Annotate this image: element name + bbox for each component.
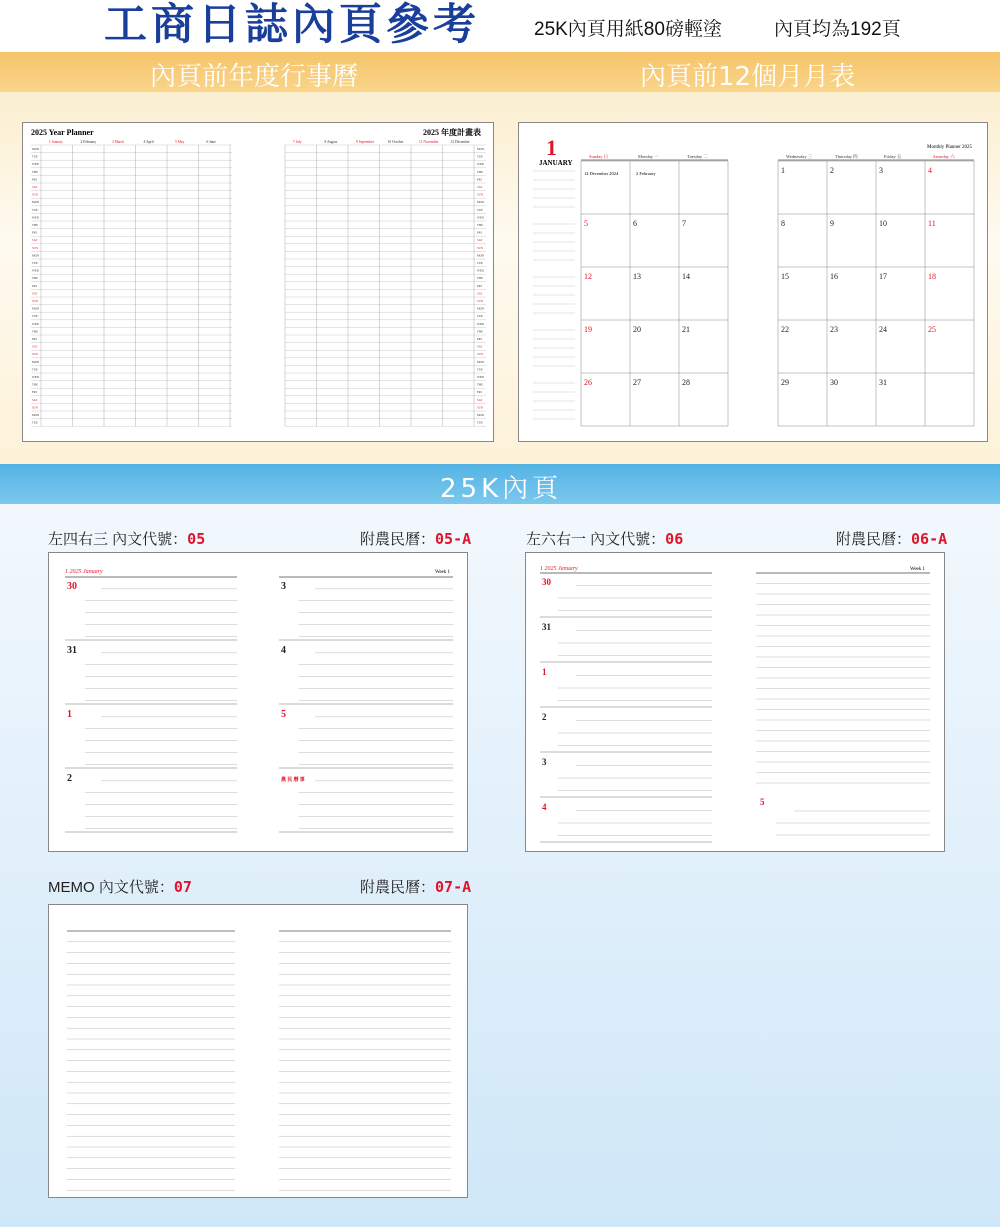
- weekday-label: MON: [32, 359, 40, 364]
- calendar-day-number: 22: [781, 325, 789, 334]
- weekday-label: SAT: [477, 291, 483, 296]
- weekday-label: TUE: [477, 420, 483, 425]
- diary-day-number: 30: [67, 581, 77, 592]
- year-planner-banner: 內頁前年度行事曆: [150, 62, 359, 92]
- month-name: JANUARY: [539, 159, 573, 167]
- weekday-label: WED: [32, 215, 39, 220]
- memo-page-07: [48, 904, 468, 1198]
- month-header: 10 October: [387, 140, 404, 144]
- section1-background: [0, 92, 1000, 464]
- weekday-label: MON: [477, 413, 485, 417]
- page-title: 工商日誌內頁參考: [104, 0, 480, 50]
- weekday-label: THU: [32, 276, 39, 281]
- almanac-05-code: 05-A: [435, 530, 472, 548]
- weekday-label: SAT: [32, 185, 38, 189]
- almanac-06-label: 附農民曆：: [836, 531, 912, 548]
- calendar-day-number: 1: [781, 166, 785, 175]
- weekday-label: WED: [477, 162, 484, 167]
- calendar-day-number: 6: [633, 219, 637, 228]
- weekday-label: SUN: [32, 245, 39, 250]
- weekday-label: WED: [477, 375, 484, 379]
- calendar-day-number: 9: [830, 219, 834, 228]
- caption-06: [526, 528, 683, 549]
- calendar-day-number: 21: [682, 325, 690, 334]
- weekday-label: WED: [32, 375, 39, 379]
- weekday-label: FRI: [32, 177, 37, 182]
- weekday-label: TUE: [32, 420, 38, 425]
- weekday-label: MON: [32, 200, 40, 205]
- weekday-header: Saturday 六: [933, 154, 955, 159]
- month-header: 8 August: [324, 140, 338, 144]
- weekday-header: Wednesday 三: [786, 154, 813, 159]
- weekday-label: TUE: [32, 314, 38, 319]
- calendar-day-number: 24: [879, 325, 887, 334]
- weekday-label: FRI: [477, 283, 482, 288]
- calendar-day-number: 18: [928, 272, 936, 281]
- weekday-label: THU: [32, 223, 39, 227]
- diary-page-06: [525, 552, 945, 852]
- weekday-label: SAT: [32, 397, 38, 402]
- mini-calendar-dec: 12 December 2024: [584, 171, 619, 176]
- diary-day-number: 3: [542, 757, 547, 767]
- weekday-header: Friday 五: [884, 154, 902, 159]
- weekday-label: SUN: [477, 299, 484, 303]
- weekday-label: THU: [477, 223, 484, 227]
- weekday-header: Monday 一: [638, 154, 659, 159]
- weekday-label: SUN: [477, 352, 484, 357]
- weekday-label: FRI: [477, 177, 482, 182]
- calendar-day-number: 28: [682, 378, 690, 387]
- weekday-label: THU: [32, 329, 39, 334]
- weekday-label: MON: [477, 253, 485, 258]
- calendar-day-number: 5: [584, 219, 588, 228]
- weekday-label: SAT: [477, 344, 483, 349]
- almanac-05: [360, 528, 471, 549]
- caption-07-label: MEMO 內文代號：: [48, 879, 174, 896]
- weekday-label: TUE: [477, 367, 483, 372]
- diary-page-05: [48, 552, 468, 852]
- paper-spec: 25K內頁用紙80磅輕塗: [534, 19, 722, 40]
- calendar-day-number: 15: [781, 272, 789, 281]
- weekday-label: MON: [32, 413, 40, 417]
- diary-day-number: 2: [542, 712, 547, 722]
- month-header: 12 December: [450, 140, 470, 144]
- weekday-label: WED: [477, 268, 484, 273]
- weekday-label: TUE: [32, 207, 38, 212]
- weekday-label: THU: [477, 169, 484, 174]
- weekday-label: WED: [477, 215, 484, 220]
- year-planner-title-right: 2025 年度計畫表: [423, 128, 481, 137]
- calendar-day-number: 3: [879, 166, 883, 175]
- weekday-label: FRI: [32, 337, 37, 341]
- almanac-06: [836, 528, 947, 549]
- calendar-day-number: 4: [928, 166, 932, 175]
- weekday-label: SAT: [477, 185, 483, 189]
- weekday-label: SAT: [477, 238, 483, 243]
- weekday-label: SUN: [32, 192, 39, 197]
- page-header: [0, 0, 1000, 52]
- calendar-day-number: 29: [781, 378, 789, 387]
- weekday-label: THU: [32, 382, 39, 387]
- caption-05-code: 05: [187, 530, 206, 548]
- monthly-planner-page: [518, 122, 988, 442]
- weekday-label: MON: [32, 306, 40, 311]
- weekday-label: SAT: [477, 397, 483, 402]
- weekday-label: MON: [477, 359, 485, 364]
- caption-07-code: 07: [173, 878, 192, 896]
- diary-day-number: 1: [67, 709, 72, 720]
- weekday-label: SUN: [32, 405, 39, 410]
- calendar-day-number: 27: [633, 378, 641, 387]
- calendar-day-number: 31: [879, 378, 887, 387]
- month-header: 9 September: [356, 140, 375, 144]
- year-planner-page: [22, 122, 494, 442]
- weekday-header: Sunday 日: [589, 154, 609, 159]
- weekday-label: TUE: [32, 154, 38, 159]
- calendar-day-number: 8: [781, 219, 785, 228]
- weekday-label: FRI: [32, 390, 37, 395]
- diary-day-number: 1: [542, 667, 547, 677]
- calendar-day-number: 20: [633, 325, 641, 334]
- weekday-label: SUN: [477, 405, 484, 410]
- month-header: 3 March: [112, 140, 125, 144]
- calendar-day-number: 10: [879, 219, 887, 228]
- weekday-label: TUE: [32, 261, 38, 265]
- diary-day-number: 2: [67, 773, 72, 784]
- mini-calendar-feb: 2 February: [636, 171, 656, 176]
- year-planner-title-left: 2025 Year Planner: [31, 128, 94, 137]
- calendar-day-number: 19: [584, 325, 592, 334]
- weekday-label: MON: [477, 306, 485, 311]
- almanac-07-label: 附農民曆：: [360, 879, 436, 896]
- weekday-label: SAT: [32, 344, 38, 349]
- calendar-day-number: 26: [584, 378, 592, 387]
- weekday-label: SUN: [32, 299, 39, 303]
- diary-day-number: 5: [760, 797, 765, 807]
- month-header: 2 February: [80, 140, 97, 144]
- section2-banner: [0, 464, 1000, 504]
- calendar-day-number: 30: [830, 378, 838, 387]
- section1-banner: [0, 52, 1000, 92]
- calendar-day-number: 13: [633, 272, 641, 281]
- weekday-label: MON: [477, 200, 485, 205]
- diary-day-number: 30: [542, 577, 551, 587]
- diary-day-number: 5: [281, 709, 286, 720]
- almanac-07-code: 07-A: [435, 878, 472, 896]
- caption-05: [48, 528, 205, 549]
- calendar-day-number: 12: [584, 272, 592, 281]
- weekday-label: WED: [32, 162, 39, 167]
- calendar-day-number: 25: [928, 325, 936, 334]
- diary-day-number: 4: [281, 645, 286, 656]
- weekday-label: TUE: [32, 367, 38, 372]
- weekday-label: MON: [477, 147, 485, 151]
- month-header: 7 July: [293, 140, 302, 144]
- calendar-day-number: 11: [928, 219, 936, 228]
- diary-day-number: 4: [542, 802, 547, 812]
- weekday-label: WED: [32, 321, 39, 326]
- calendar-day-number: 17: [879, 272, 887, 281]
- weekday-label: THU: [477, 276, 484, 281]
- weekday-label: FRI: [477, 390, 482, 395]
- weekday-label: SUN: [32, 352, 39, 357]
- weekday-label: FRI: [477, 337, 482, 341]
- almanac-07: [360, 876, 471, 897]
- caption-05-label: 左四右三 內文代號：: [48, 531, 188, 548]
- diary-05-header-left: 1 2025 January: [65, 569, 103, 575]
- weekday-label: TUE: [477, 154, 483, 159]
- monthly-planner-corner: Monthly Planner 2025: [927, 145, 972, 150]
- diary-day-number: 31: [67, 645, 77, 656]
- weekday-label: SUN: [477, 245, 484, 250]
- weekday-label: TUE: [477, 261, 483, 265]
- caption-06-label: 左六右一 內文代號：: [526, 531, 666, 548]
- caption-07: [48, 876, 192, 897]
- weekday-label: SUN: [477, 192, 484, 197]
- section2-background: [0, 504, 1000, 1227]
- almanac-06-code: 06-A: [911, 530, 948, 548]
- weekday-label: MON: [32, 253, 40, 258]
- weekday-header: Thursday 四: [835, 154, 858, 159]
- weekday-label: THU: [32, 169, 39, 174]
- month-header: 4 April: [143, 140, 154, 144]
- weekday-label: FRI: [32, 230, 37, 235]
- month-number: 1: [546, 135, 557, 160]
- month-header: 6 June: [206, 140, 216, 144]
- caption-06-code: 06: [665, 530, 684, 548]
- calendar-day-number: 7: [682, 219, 686, 228]
- month-header: 11 November: [419, 140, 439, 144]
- almanac-05-label: 附農民曆：: [360, 531, 436, 548]
- weekday-label: MON: [32, 147, 40, 151]
- calendar-day-number: 14: [682, 272, 690, 281]
- weekday-label: FRI: [477, 230, 482, 235]
- diary-06-header-right: Week 1: [910, 567, 926, 572]
- weekday-label: WED: [32, 268, 39, 273]
- memo-page-07-lines: [49, 905, 467, 1197]
- weekday-label: TUE: [477, 314, 483, 319]
- weekday-label: SAT: [32, 291, 38, 296]
- diary-day-number: 農 民 曆 事: [281, 778, 305, 783]
- weekday-header: Tuesday 二: [687, 154, 708, 159]
- diary-day-number: 31: [542, 622, 551, 632]
- monthly-planner-banner: 內頁前12個月月表: [640, 62, 856, 92]
- monthly-planner-grid: [519, 123, 987, 441]
- weekday-label: WED: [477, 321, 484, 326]
- weekday-label: FRI: [32, 283, 37, 288]
- weekday-label: TUE: [477, 207, 483, 212]
- section2-banner-label: 25K內頁: [440, 474, 563, 504]
- weekday-label: THU: [477, 382, 484, 387]
- diary-page-06-lines: [526, 553, 944, 851]
- diary-06-header-left: 1 2025 January: [540, 566, 578, 572]
- month-header: 5 May: [175, 140, 185, 144]
- diary-page-05-lines: [49, 553, 467, 851]
- year-planner-grid: [23, 123, 493, 441]
- page-count: 內頁均為192頁: [774, 19, 901, 40]
- diary-05-header-right: Week 1: [435, 570, 451, 575]
- month-header: 1 January: [49, 140, 63, 144]
- weekday-label: THU: [477, 329, 484, 334]
- diary-day-number: 3: [281, 581, 286, 592]
- calendar-day-number: 16: [830, 272, 838, 281]
- calendar-day-number: 23: [830, 325, 838, 334]
- calendar-day-number: 2: [830, 166, 834, 175]
- weekday-label: SAT: [32, 238, 38, 243]
